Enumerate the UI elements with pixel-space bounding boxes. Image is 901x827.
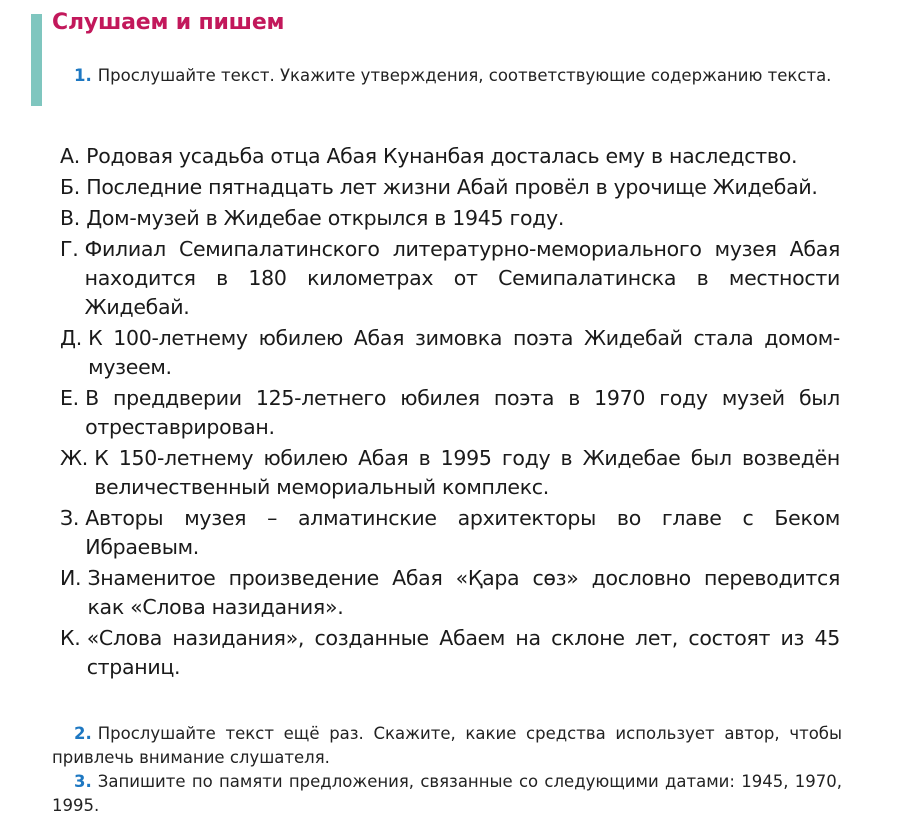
statement-text: К 150-летнему юбилею Абая в 1995 году в Жидебае был возведён величественный мемориальный комплекс. (94, 446, 840, 499)
statement-text: Знаменитое произведение Абая «Қара сөз» дословно переводится как «Слова назидания». (87, 566, 840, 619)
section-accent-bar (31, 14, 42, 106)
statement-item (60, 142, 840, 171)
statement-item (60, 204, 840, 233)
statement-text: Филиал Семипалатинского литературно-мемориального музея Абая находится в 180 километрах от Семипалатинска в местности Жидебай. (84, 237, 840, 319)
task-text: Прослушайте текст ещё раз. Скажите, какие средства использует автор, чтобы привлечь внимание слушателя. (52, 724, 842, 767)
statement-letter: Б. (60, 175, 87, 199)
statement-item (60, 444, 840, 502)
statement-item (60, 504, 840, 562)
statement-letter: В. (60, 206, 87, 230)
statement-item (60, 324, 840, 382)
statement-letter: Г. (60, 237, 85, 261)
statement-item (60, 624, 840, 682)
statement-letter: А. (60, 144, 87, 168)
task-number: 1. (74, 66, 92, 85)
statement-text: В преддверии 125-летнего юбилея поэта в 1970 году музей был отреставрирован. (85, 386, 840, 439)
statement-text: Последние пятнадцать лет жизни Абай провёл в урочище Жидебай. (86, 175, 818, 199)
task-2 (52, 722, 842, 770)
statement-letter: И. (60, 566, 88, 590)
statement-letter: К. (60, 626, 87, 650)
statement-item (60, 173, 840, 202)
statement-letter: Е. (60, 386, 86, 410)
task-number: 3. (74, 772, 92, 791)
statement-letter: Ж. (60, 446, 95, 470)
statement-text: Дом-музей в Жидебае открылся в 1945 году. (86, 206, 565, 230)
task-1 (52, 64, 842, 88)
section-title: Слушаем и пишем (52, 10, 285, 35)
statement-letter: Д. (60, 326, 89, 350)
statement-item (60, 564, 840, 622)
task-text: Прослушайте текст. Укажите утверждения, соответствующие содержанию текста. (97, 66, 832, 85)
statement-item (60, 384, 840, 442)
task-number: 2. (74, 724, 92, 743)
task-3 (52, 770, 842, 818)
statement-list (60, 142, 840, 684)
statement-text: Авторы музея – алматинские архитекторы во главе с Беком Ибраевым. (85, 506, 840, 559)
task-text: Запишите по памяти предложения, связанные со следующими датами: 1945, 1970, 1995. (52, 772, 842, 815)
statement-item (60, 235, 840, 322)
statement-letter: З. (60, 506, 86, 530)
statement-text: «Слова назидания», созданные Абаем на склоне лет, состоят из 45 страниц. (86, 626, 840, 679)
statement-text: К 100-летнему юбилею Абая зимовка поэта Жидебай стала домом-музеем. (88, 326, 840, 379)
statement-text: Родовая усадьба отца Абая Кунанбая досталась ему в наследство. (86, 144, 798, 168)
